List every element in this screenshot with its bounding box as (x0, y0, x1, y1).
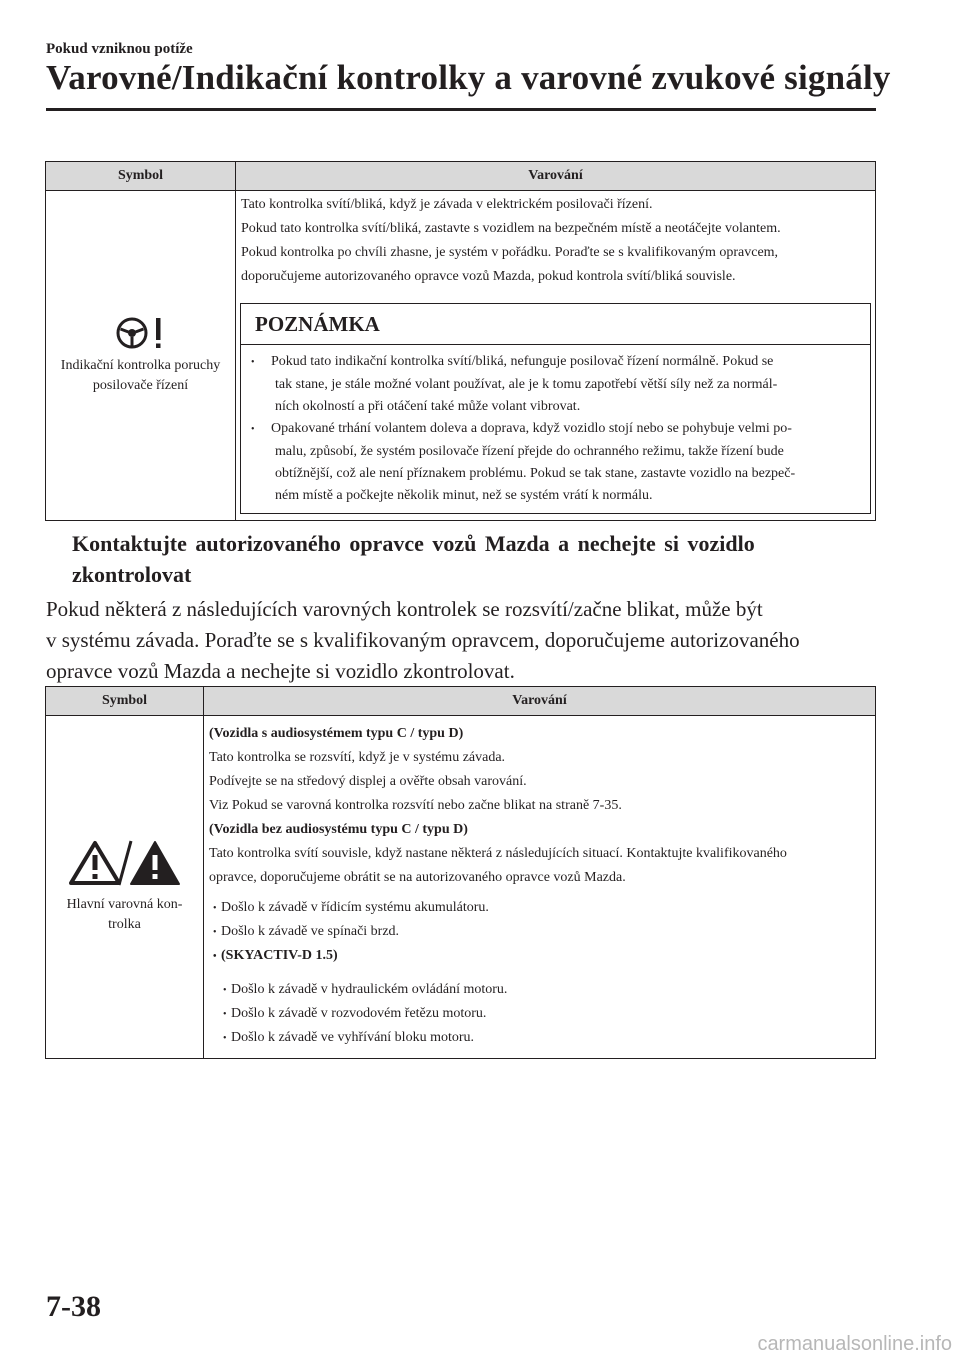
bullet-item: • Došlo k závadě v hydraulickém ovládání motoru. (209, 978, 871, 1002)
warning-cell (236, 191, 876, 521)
table-row (46, 716, 876, 1059)
symbol-label: Hlavní varovná kon- trolka (66, 897, 183, 932)
section-label: Pokud vzniknou potíže (46, 41, 193, 57)
bullet-icon: • (223, 1009, 227, 1020)
warning-table-power-steering (45, 161, 876, 521)
column-header-warning: Varování (236, 162, 876, 191)
symbol-label: Indikační kontrolka poruchy posilovače řízení (60, 357, 221, 393)
bullet-item: • Došlo k závadě v řídicím systému akumulátoru. (209, 896, 871, 920)
warning-cell (204, 716, 876, 1059)
warning-triangle-filled-icon (131, 842, 179, 884)
steering-wheel-exclamation-icon (115, 316, 167, 350)
description-line: opravce, doporučujeme obrátit se na autorizovaného opravce vozů Mazda. (209, 870, 626, 885)
bullet-item: • Došlo k závadě ve spínači brzd. (209, 920, 871, 944)
description-line: doporučujeme autorizovaného opravce vozů Mazda, pokud kontrola svítí/bliká souvisle. (241, 269, 736, 284)
title-rule (46, 108, 876, 111)
note-bullet: • Pokud tato indikační kontrolka svítí/bliká, nefunguje posilovač řízení normálně. Pokud se tak stane, je stále možné volant používat, ale je k tomu zapotřebí větší síly než za normál- ních okolností a při otáčení také může volant vibrovat. (251, 354, 778, 414)
group-heading: (Vozidla bez audiosystému typu C / typu D) (209, 822, 468, 837)
description-line: Tato kontrolka svítí souvisle, když nastane některá z následujících situací. Kontaktujte kvalifikovaného (209, 846, 787, 861)
symbol-cell (46, 191, 236, 521)
symbol-cell (46, 716, 204, 1059)
bullet-icon: • (213, 927, 217, 938)
intro-paragraph: Pokud některá z následujících varovných kontrolek se rozsvítí/začne blikat, může být v systému závada. Poraďte se s kvalifikovaným opravcem, doporučujeme autorizovaného opravce vozů Mazda a nechejte si vozidlo zkontrolovat. (46, 597, 800, 683)
column-header-warning: Varování (204, 687, 876, 716)
group-heading: (Vozidla s audiosystémem typu C / typu D) (209, 726, 464, 741)
warning-table-master-warning (45, 686, 876, 1059)
description-line: Pokud kontrolka po chvíli zhasne, je systém v pořádku. Poraďte se s kvalifikovaným opravcem, (241, 245, 779, 260)
page-title: Varovné/Indikační kontrolky a varovné zvukové signály (46, 58, 891, 97)
bullet-icon: • (223, 1033, 227, 1044)
description-line: Tato kontrolka svítí/bliká, když je závada v elektrickém posilovači řízení. (241, 197, 653, 212)
description-line: Podívejte se na středový displej a ověřte obsah varování. (209, 774, 527, 789)
bullet-icon: • (213, 903, 217, 914)
page-number: 7-38 (46, 1290, 101, 1323)
description-line: Viz Pokud se varovná kontrolka rozsvítí nebo začne blikat na straně 7-35. (209, 798, 622, 813)
column-header-symbol: Symbol (46, 687, 204, 716)
description-line: Pokud tato kontrolka svítí/bliká, zastavte s vozidlem na bezpečném místě a neotáčejte volantem. (241, 221, 781, 236)
description-line: Tato kontrolka se rozsvítí, když je v systému závada. (209, 750, 506, 765)
section-heading: Kontaktujte autorizovaného opravce vozů Mazda a nechejte si vozidlo zkontrolovat (72, 531, 755, 587)
bullet-icon: • (251, 424, 255, 435)
watermark: carmanualsonline.info (757, 1333, 952, 1355)
bullet-icon: • (251, 357, 255, 368)
bullet-item: • (SKYACTIV-D 1.5) (209, 944, 871, 968)
bullet-icon: • (213, 951, 217, 962)
bullet-item: • Došlo k závadě v rozvodovém řetězu motoru. (209, 1002, 871, 1026)
note-box (240, 303, 871, 514)
bullet-icon: • (223, 985, 227, 996)
note-heading: POZNÁMKA (241, 304, 870, 345)
bullet-item: • Došlo k závadě ve vyhřívání bloku motoru. (209, 1026, 871, 1050)
master-warning-icon (69, 839, 181, 887)
table-row (46, 191, 876, 521)
note-bullet: • Opakované trhání volantem doleva a doprava, když vozidlo stojí nebo se pohybuje velmi po- malu, způsobí, že systém posilovače řízení přejde do ochranného režimu, takže řízení bude obtížnější, což ale není příznakem problému. Pokud se tak stane, zastavte vozidlo na bezpeč- ném místě a počkejte několik minut, než se systém vrátí k normálu. (251, 421, 796, 503)
column-header-symbol: Symbol (46, 162, 236, 191)
warning-triangle-outline-icon (71, 843, 119, 883)
